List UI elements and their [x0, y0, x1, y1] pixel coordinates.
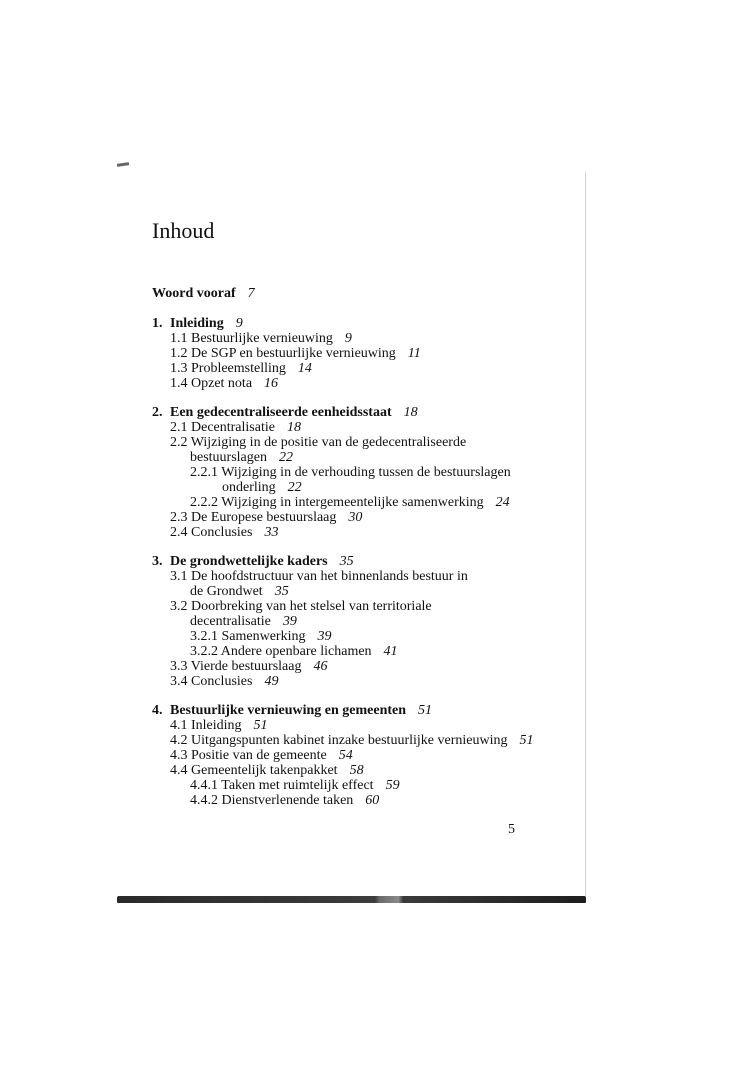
toc-entry-2-2-1: 2.2.1 Wijziging in de verhouding tussen de bestuurslagen: [190, 465, 511, 480]
toc-chapter-4: 4. Bestuurlijke vernieuwing en gemeenten 51: [152, 703, 433, 718]
toc-entry-1-3: 1.3 Probleemstelling 14: [170, 361, 312, 376]
scan-mark: [117, 162, 129, 167]
toc-entry-3-2-1: 3.2.1 Samenwerking 39: [190, 629, 332, 644]
page-number: 5: [508, 822, 515, 837]
toc-entry-3-2: 3.2 Doorbreking van het stelsel van territoriale: [170, 599, 432, 614]
toc-entry-preface: Woord vooraf 7: [152, 286, 255, 301]
toc-entry-2-2-1-cont: onderling 22: [222, 480, 302, 495]
toc-entry-1-1: 1.1 Bestuurlijke vernieuwing 9: [170, 331, 352, 346]
toc-entry-3-1-cont: de Grondwet 35: [190, 584, 289, 599]
toc-chapter-1: 1. Inleiding 9: [152, 316, 243, 331]
toc-entry-1-2: 1.2 De SGP en bestuurlijke vernieuwing 11: [170, 346, 421, 361]
toc-entry-3-4: 3.4 Conclusies 49: [170, 674, 279, 689]
toc-entry-1-4: 1.4 Opzet nota 16: [170, 376, 279, 391]
toc-chapter-3: 3. De grondwettelijke kaders 35: [152, 554, 354, 569]
toc-entry-4-1: 4.1 Inleiding 51: [170, 718, 268, 733]
toc-entry-2-2: 2.2 Wijziging in de positie van de gedecentraliseerde: [170, 435, 467, 450]
toc-entry-2-2-2: 2.2.2 Wijziging in intergemeentelijke samenwerking 24: [190, 495, 510, 510]
toc-entry-2-1: 2.1 Decentralisatie 18: [170, 420, 301, 435]
toc-entry-4-3: 4.3 Positie van de gemeente 54: [170, 748, 353, 763]
toc-entry-4-4: 4.4 Gemeentelijk takenpakket 58: [170, 763, 364, 778]
page-edge: [585, 172, 586, 897]
toc-entry-3-1: 3.1 De hoofdstructuur van het binnenlands bestuur in: [170, 569, 468, 584]
toc-entry-2-4: 2.4 Conclusies 33: [170, 525, 279, 540]
toc-chapter-2: 2. Een gedecentraliseerde eenheidsstaat 18: [152, 405, 418, 420]
toc-entry-2-3: 2.3 De Europese bestuurslaag 30: [170, 510, 363, 525]
toc-entry-3-2-2: 3.2.2 Andere openbare lichamen 41: [190, 644, 398, 659]
toc-entry-4-4-2: 4.4.2 Dienstverlenende taken 60: [190, 793, 380, 808]
toc-entry-3-2-cont: decentralisatie 39: [190, 614, 297, 629]
toc-entry-3-3: 3.3 Vierde bestuurslaag 46: [170, 659, 328, 674]
toc-entry-4-4-1: 4.4.1 Taken met ruimtelijk effect 59: [190, 778, 400, 793]
toc-entry-2-2-cont: bestuurslagen 22: [190, 450, 293, 465]
toc-entry-4-2: 4.2 Uitgangspunten kabinet inzake bestuurlijke vernieuwing 51: [170, 733, 534, 748]
page-bottom-edge: [117, 896, 586, 903]
page-title: Inhoud: [152, 218, 215, 243]
